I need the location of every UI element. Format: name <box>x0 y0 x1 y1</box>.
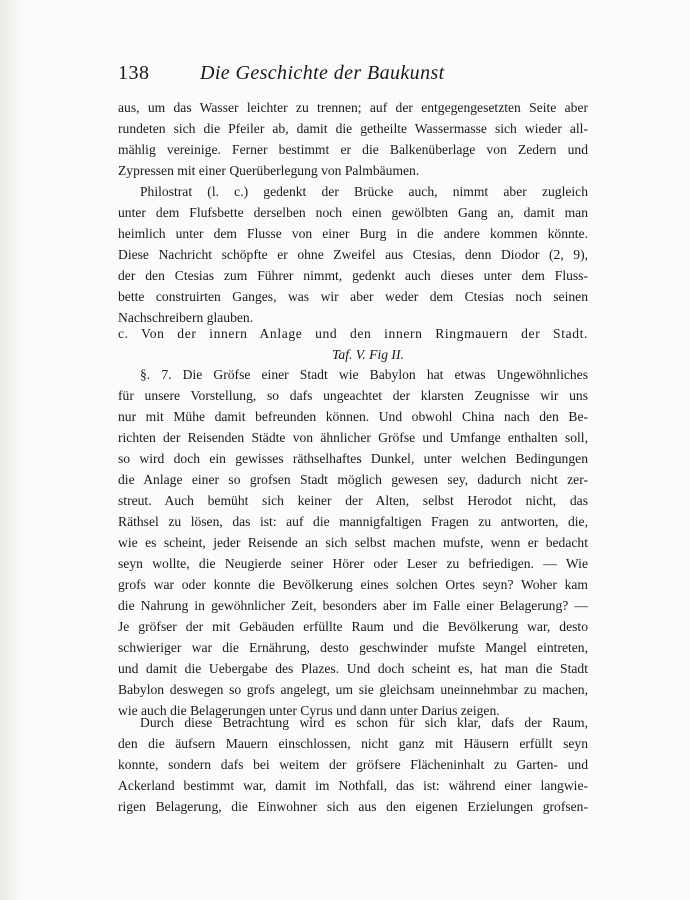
text-line: nur mit Mühe damit befreunden können. Und obwohl China nach den Be- <box>118 409 588 424</box>
text-line: seyn wollte, die Neugierde seiner Hörer oder Leser zu befriedigen. — Wie <box>118 556 588 571</box>
scan-edge <box>0 0 22 900</box>
page-header <box>118 62 590 92</box>
text-line: Babylon deswegen so grofs angelegt, um sie gleichsam uneinnehmbar zu machen, <box>118 682 588 697</box>
text-line: unter dem Flufsbette derselben noch einen gewölbten Gang an, damit man <box>118 205 588 220</box>
text-line: wie auch die Belagerungen unter Cyrus und dann unter Darius zeigen. <box>118 703 500 718</box>
text-line: rundeten sich die Pfeiler ab, damit die getheilte Wassermasse sich wieder all- <box>118 121 588 136</box>
text-line: schwieriger war die Ernährung, desto geschwinder mufste Mangel eintreten, <box>118 640 588 655</box>
text-line: heimlich unter dem Flusse von einer Burg in die andere kommen könnte. <box>118 226 588 241</box>
section-heading <box>118 323 588 365</box>
text-line: Nachschreibern glauben. <box>118 310 254 325</box>
text-line: konnte, sondern dafs bei weitem der gröfsere Flächeninhalt zu Garten- und <box>118 757 588 772</box>
text-line: bette construirten Ganges, was wir aber weder dem Ctesias noch seinen <box>118 289 588 304</box>
paragraph-2 <box>118 181 588 328</box>
text-line: Zypressen mit einer Querüberlegung von Palmbäumen. <box>118 163 420 178</box>
text-line: und damit die Uebergabe des Plazes. Und doch scheint es, hat man die Stadt <box>118 661 588 676</box>
text-line: die Nahrung in gewöhnlicher Zeit, besonders aber im Falle einer Belagerung? — <box>118 598 588 613</box>
text-line: richten der Reisenden Städte von ähnlicher Gröfse und Umfange enthalten soll, <box>118 430 588 445</box>
section-title: c. Von der innern Anlage und den innern Ringmauern der Stadt. <box>118 326 588 341</box>
paragraph-3 <box>118 364 588 721</box>
section-figure-reference: Taf. V. Fig II. <box>332 347 404 362</box>
page-number: 138 <box>118 62 150 84</box>
text-line: Je gröfser der mit Gebäuden erfüllte Raum und die Bevölkerung war, desto <box>118 619 588 634</box>
text-line: streut. Auch bemüht sich keiner der Alten, selbst Herodot nicht, das <box>118 493 588 508</box>
running-title: Die Geschichte der Baukunst <box>200 62 445 84</box>
text-line: Philostrat (l. c.) gedenkt der Brücke auch, nimmt aber zugleich <box>140 184 588 199</box>
text-line: so wird doch ein gewisses räthselhaftes Dunkel, unter welchen Bedingungen <box>118 451 588 466</box>
text-line: rigen Belagerung, die Einwohner sich aus den eigenen Erzielungen grofsen- <box>118 799 588 814</box>
text-line: der den Ctesias zum Führer nimmt, gedenkt auch dieses unter dem Fluss- <box>118 268 588 283</box>
text-line: für unsere Vorstellung, so dafs ungeachtet der klarsten Zeugnisse wir uns <box>118 388 588 403</box>
text-line: den die äufsern Mauern einschlossen, nicht ganz mit Häusern erfüllt seyn <box>118 736 588 751</box>
text-line: Ackerland bestimmt war, damit im Nothfall, das ist: während einer langwie- <box>118 778 588 793</box>
text-line: Durch diese Betrachtung wird es schon für sich klar, dafs der Raum, <box>140 715 588 730</box>
text-line: die Anlage einer so grofsen Stadt möglich gewesen sey, dadurch nicht zer- <box>118 472 588 487</box>
text-line: Diese Nachricht schöpfte er ohne Zweifel aus Ctesias, denn Diodor (2, 9), <box>118 247 588 262</box>
paragraph-4 <box>118 712 588 817</box>
paragraph-1 <box>118 97 588 181</box>
text-line: mählig vereinige. Ferner bestimmt er die Balkenüberlage von Zedern und <box>118 142 588 157</box>
text-line: grofs war oder konnte die Bevölkerung eines solchen Ortes seyn? Woher kam <box>118 577 588 592</box>
text-line: wie es scheint, jeder Reisende an sich selbst machen mufste, wenn er bedacht <box>118 535 588 550</box>
text-line: §. 7. Die Gröfse einer Stadt wie Babylon hat etwas Ungewöhnliches <box>140 367 588 382</box>
text-line: aus, um das Wasser leichter zu trennen; auf der entgegengesetzten Seite aber <box>118 100 588 115</box>
text-line: Räthsel zu lösen, das ist: auf die mannigfaltigen Fragen zu antworten, die, <box>118 514 588 529</box>
